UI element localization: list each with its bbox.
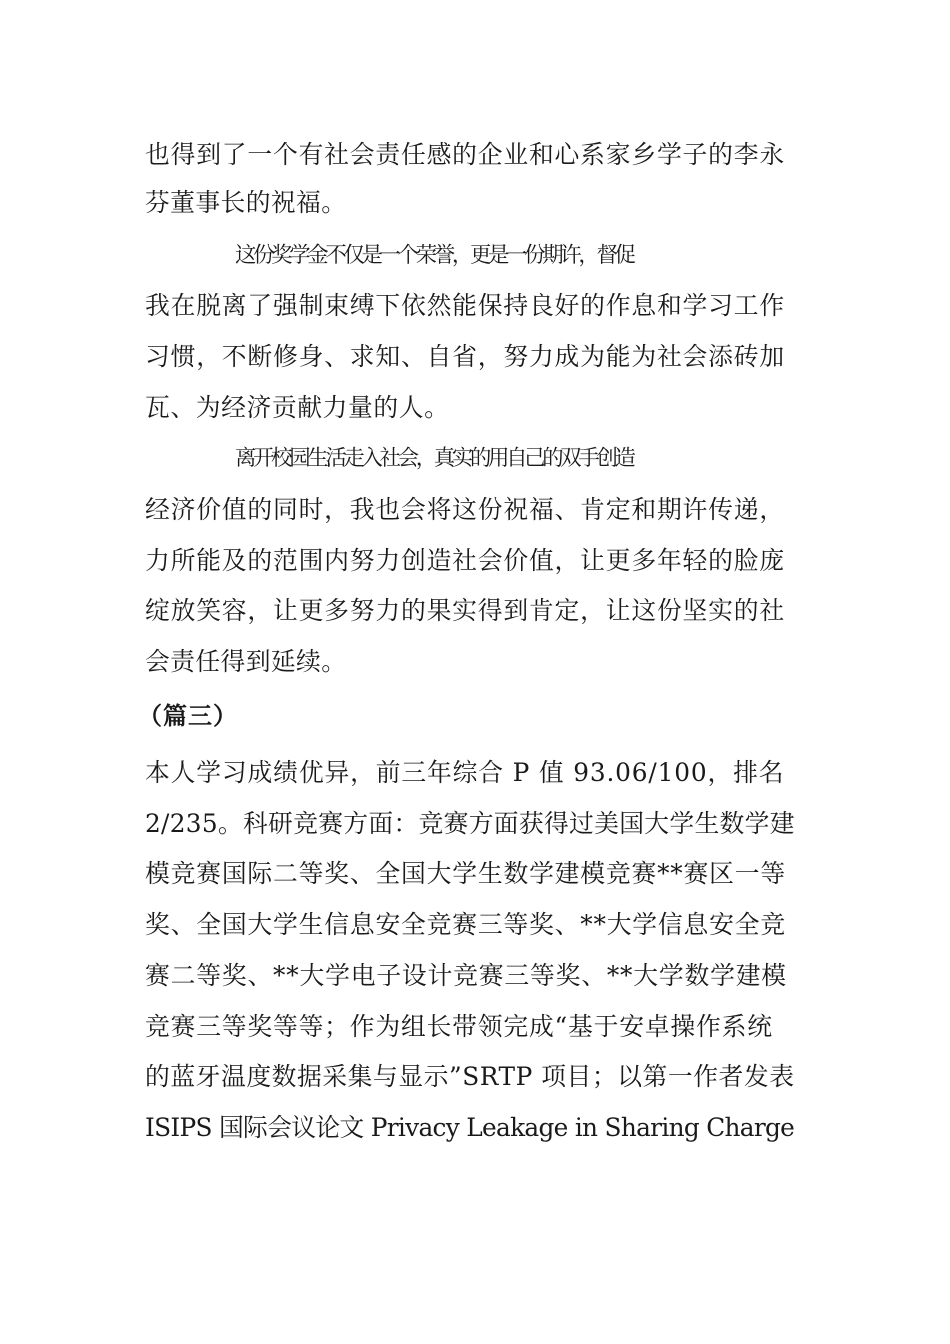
paragraph-line: ISIPS 国际会议论文 Privacy Leakage in Sharing Charge: [145, 1113, 795, 1142]
paragraph-line: 我在脱离了强制束缚下依然能保持良好的作息和学习工作: [145, 291, 785, 320]
paragraph-line: 绽放笑容，让更多努力的果实得到肯定，让这份坚实的社: [145, 596, 785, 625]
paragraph-line: 习惯，不断修身、求知、自省，努力成为能为社会添砖加: [145, 342, 785, 371]
paragraph-line: 奖、全国大学生信息安全竞赛三等奖、**大学信息安全竞: [145, 910, 786, 939]
section-heading: （篇三）: [138, 702, 238, 730]
paragraph-line: 这份奖学金不仅是一个荣誉，更是一份期许，督促: [235, 243, 633, 268]
paragraph-line: 会责任得到延续。: [145, 647, 347, 676]
paragraph-line: 2/235。科研竞赛方面：竞赛方面获得过美国大学生数学建: [145, 809, 795, 838]
paragraph-line: 离开校园生活走入社会，真实的用自己的双手创造: [235, 446, 633, 471]
paragraph-line: 经济价值的同时，我也会将这份祝福、肯定和期许传递，: [145, 495, 785, 524]
paragraph-line: 的蓝牙温度数据采集与显示”SRTP 项目；以第一作者发表: [145, 1062, 795, 1091]
paragraph-line: 赛二等奖、**大学电子设计竞赛三等奖、**大学数学建模: [145, 961, 787, 990]
paragraph-line: 本人学习成绩优异，前三年综合 P 值 93.06/100，排名: [145, 758, 785, 787]
paragraph-line: 模竞赛国际二等奖、全国大学生数学建模竞赛**赛区一等: [145, 859, 786, 888]
paragraph-line: 也得到了一个有社会责任感的企业和心系家乡学子的李永: [145, 140, 785, 169]
paragraph-line: 芬董事长的祝福。: [145, 188, 347, 217]
paragraph-line: 瓦、为经济贡献力量的人。: [145, 393, 450, 422]
paragraph-line: 力所能及的范围内努力创造社会价值，让更多年轻的脸庞: [145, 546, 785, 575]
paragraph-line: 竞赛三等奖等等；作为组长带领完成“基于安卓操作系统: [145, 1012, 773, 1041]
